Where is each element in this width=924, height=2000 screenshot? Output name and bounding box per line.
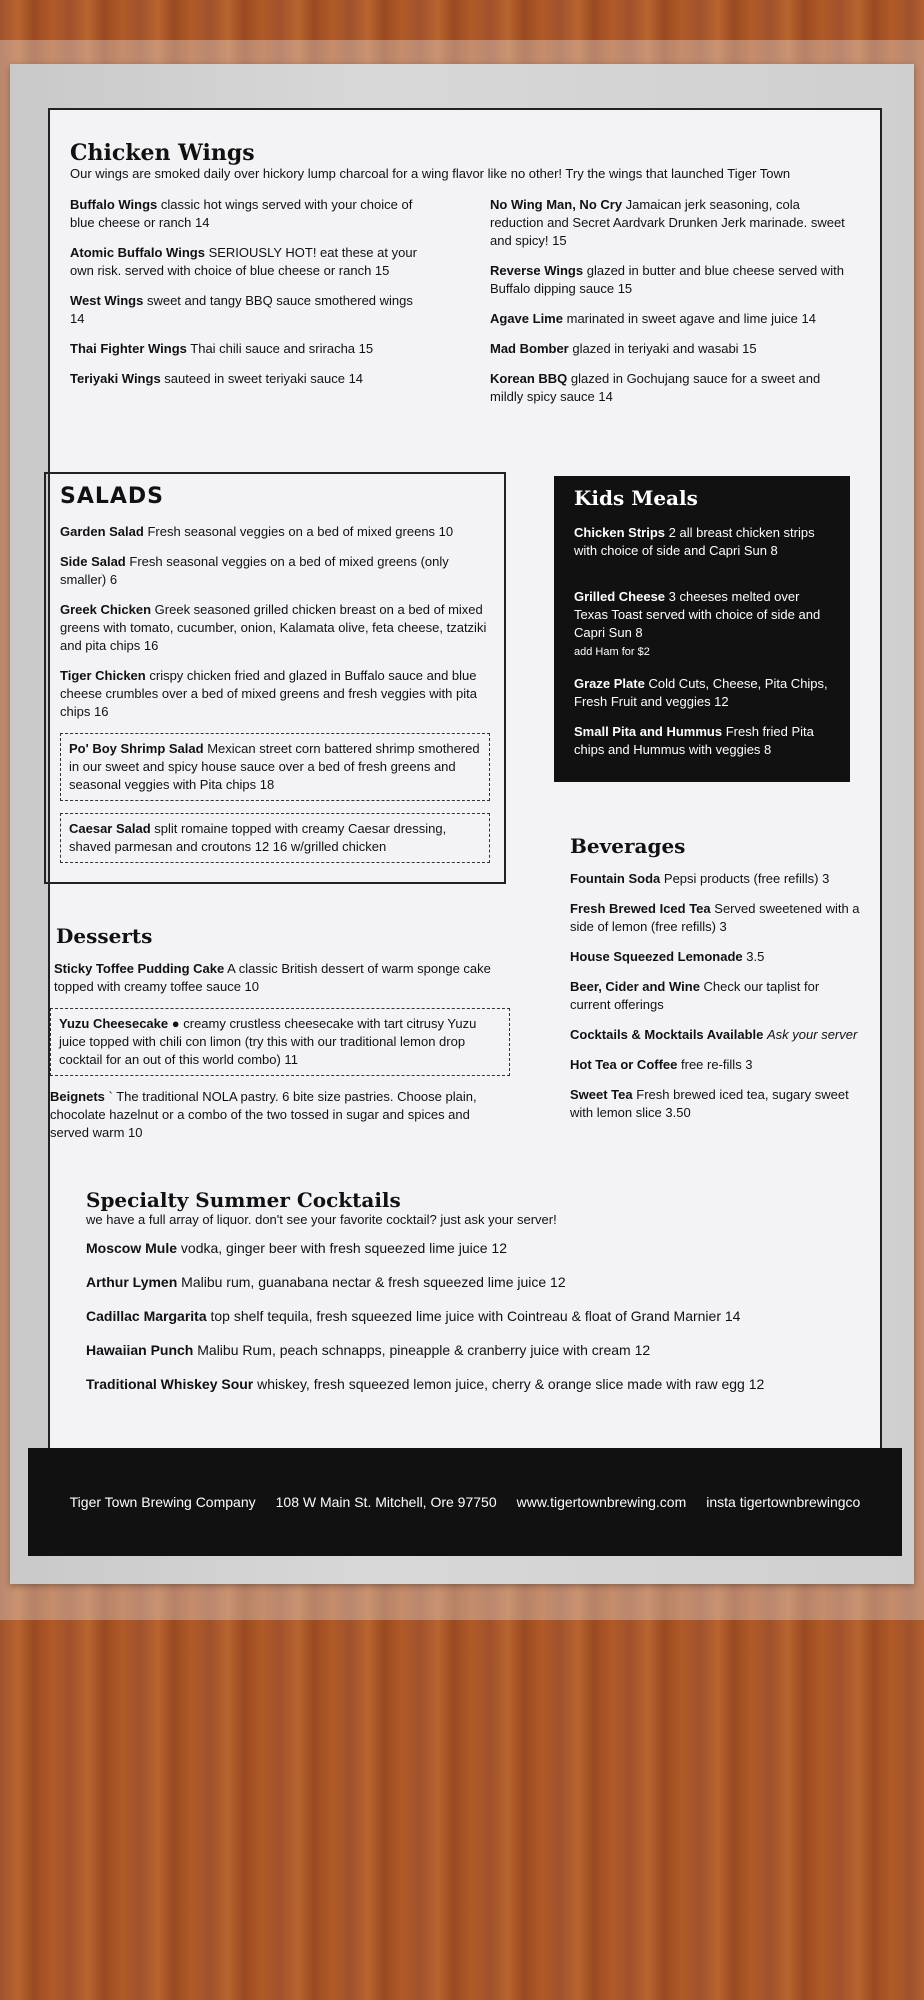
list-item-boxed: Yuzu Cheesecake ● creamy crustless cheesecake with tart citrusy Yuzu juice topped with chili con limon (try this with our traditional lemon drop cocktail for an out of this world combo) 11 [50, 1008, 510, 1076]
list-item: Reverse Wings glazed in butter and blue cheese served with Buffalo dipping sauce 15 [490, 263, 844, 296]
list-item: Hot Tea or Coffee free re-fills 3 [570, 1057, 753, 1072]
list-item: Beer, Cider and Wine Check our taplist for current offerings [570, 979, 820, 1012]
list-item-boxed: Po' Boy Shrimp Salad Mexican street corn battered shrimp smothered in our sweet and spicy house sauce over a bed of fresh greens and seasonal veggies with Pita chips 18 [60, 733, 490, 801]
salads-section [44, 472, 506, 884]
cocktails-section [86, 1188, 846, 1409]
chicken-wings-intro: Our wings are smoked daily over hickory lump charcoal for a wing flavor like no other! Try the wings that launched Tiger Town [70, 166, 791, 181]
list-item-boxed: Caesar Salad split romaine topped with creamy Caesar dressing, shaved parmesan and croutons 12 16 w/grilled chicken [60, 813, 490, 863]
wings-left-column [70, 196, 430, 418]
beverages-title: Beverages [570, 834, 686, 858]
list-item: Moscow Mule vodka, ginger beer with fresh squeezed lime juice 12 [86, 1240, 507, 1256]
kids-meals-title: Kids Meals [574, 486, 698, 510]
list-item: Thai Fighter Wings Thai chili sauce and sriracha 15 [70, 341, 374, 356]
list-item: Sweet Tea Fresh brewed iced tea, sugary sweet with lemon slice 3.50 [570, 1087, 849, 1120]
footer-address: 108 W Main St. Mitchell, Ore 97750 [275, 1494, 497, 1510]
list-item: Garden Salad Fresh seasonal veggies on a bed of mixed greens 10 [60, 524, 454, 539]
list-item: Cadillac Margarita top shelf tequila, fresh squeezed lime juice with Cointreau & float of Grand Marnier 14 [86, 1308, 741, 1324]
list-item: Sticky Toffee Pudding Cake A classic British dessert of warm sponge cake topped with creamy toffee sauce 10 [54, 961, 491, 994]
list-item: Cocktails & Mocktails Available Ask your server [570, 1027, 858, 1042]
list-item: Small Pita and Hummus Fresh fried Pita chips and Hummus with veggies 8 [574, 724, 814, 757]
list-item: Beignets ` The traditional NOLA pastry. 6 bite size pastries. Choose plain, chocolate hazelnut or a combo of the two tossed in sugar and spices and served warm 10 [50, 1089, 477, 1140]
list-item: Traditional Whiskey Sour whiskey, fresh squeezed lemon juice, cherry & orange slice made with raw egg 12 [86, 1376, 765, 1392]
list-item: Grilled Cheese 3 cheeses melted over Texas Toast served with choice of side and Capri Sun 8 add Ham for $2 [574, 589, 821, 658]
desserts-section [50, 924, 510, 1154]
menu-card [48, 108, 882, 1454]
list-item: Side Salad Fresh seasonal veggies on a bed of mixed greens (only smaller) 6 [60, 554, 449, 587]
list-item: Teriyaki Wings sauteed in sweet teriyaki sauce 14 [70, 371, 364, 386]
wings-right-column [490, 196, 850, 418]
desserts-title: Desserts [56, 924, 153, 948]
kids-meals-section [554, 476, 850, 782]
list-item: Greek Chicken Greek seasoned grilled chicken breast on a bed of mixed greens with tomato, cucumber, onion, Kalamata olive, feta cheese, tzatziki and pita chips 16 [60, 602, 487, 653]
list-item: Korean BBQ glazed in Gochujang sauce for a sweet and mildly spicy sauce 14 [490, 371, 821, 404]
chicken-wings-section [70, 140, 860, 418]
salads-title: SALADS [60, 484, 165, 509]
chicken-wings-title: Chicken Wings [70, 140, 255, 166]
list-item: House Squeezed Lemonade 3.5 [570, 949, 765, 964]
list-item: Fountain Soda Pepsi products (free refills) 3 [570, 871, 830, 886]
cocktails-intro: we have a full array of liquor. don't see your favorite cocktail? just ask your server! [86, 1212, 557, 1227]
footer-name: Tiger Town Brewing Company [69, 1494, 256, 1510]
list-item: Agave Lime marinated in sweet agave and lime juice 14 [490, 311, 816, 326]
list-item: Mad Bomber glazed in teriyaki and wasabi 15 [490, 341, 757, 356]
leaf-icon: ● [171, 1016, 180, 1031]
cocktails-title: Specialty Summer Cocktails [86, 1188, 401, 1212]
list-item: Fresh Brewed Iced Tea Served sweetened with a side of lemon (free refills) 3 [570, 901, 860, 934]
list-item: Arthur Lymen Malibu rum, guanabana nectar & fresh squeezed lime juice 12 [86, 1274, 566, 1290]
list-item: Tiger Chicken crispy chicken fried and glazed in Buffalo sauce and blue cheese crumbles over a bed of mixed greens and fresh veggies with pita chips 16 [60, 668, 477, 719]
list-item: Chicken Strips 2 all breast chicken strips with choice of side and Capri Sun 8 [574, 525, 815, 558]
list-item: West Wings sweet and tangy BBQ sauce smothered wings 14 [70, 293, 413, 326]
footer-website: www.tigertownbrewing.com [516, 1494, 687, 1510]
menu-footer [28, 1448, 902, 1556]
list-item: Hawaiian Punch Malibu Rum, peach schnapps, pineapple & cranberry juice with cream 12 [86, 1342, 651, 1358]
list-item: Graze Plate Cold Cuts, Cheese, Pita Chips, Fresh Fruit and veggies 12 [574, 676, 828, 709]
list-item: Buffalo Wings classic hot wings served with your choice of blue cheese or ranch 14 [70, 197, 413, 230]
list-item: No Wing Man, No Cry Jamaican jerk seasoning, cola reduction and Secret Aardvark Drunken Jerk marinade. sweet and spicy! 15 [490, 197, 845, 248]
beverages-section [570, 834, 860, 1134]
footer-insta: insta tigertownbrewingco [706, 1494, 861, 1510]
list-item: Atomic Buffalo Wings SERIOUSLY HOT! eat these at your own risk. served with choice of blue cheese or ranch 15 [70, 245, 417, 278]
